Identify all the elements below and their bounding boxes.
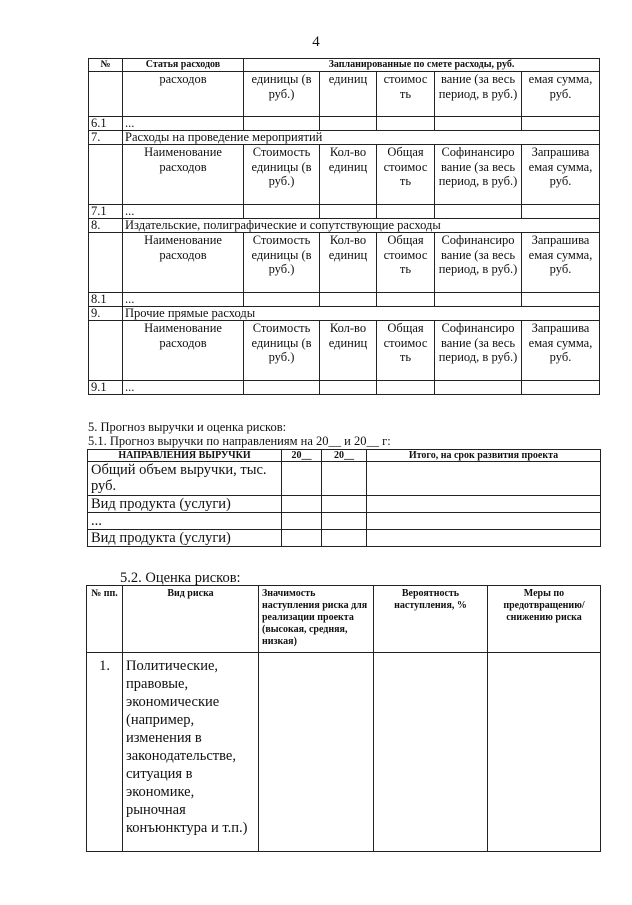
budget-subheader [89, 145, 600, 205]
table-row [89, 381, 600, 395]
section-title: Расходы на проведение мероприятий [123, 131, 600, 145]
cell: Кол-во единиц [320, 233, 377, 293]
cell: вание (за весь период, в руб.) [435, 72, 522, 117]
cell: емая сумма, руб. [522, 72, 600, 117]
cell: Общая стоимос ть [377, 233, 435, 293]
cell: Кол-во единиц [320, 145, 377, 205]
col-directions: НАПРАВЛЕНИЯ ВЫРУЧКИ [88, 450, 282, 462]
revenue-table [87, 449, 601, 547]
row-text: ... [123, 205, 244, 219]
cell: Наименование расходов [123, 233, 244, 293]
table-row [89, 293, 600, 307]
cell: Кол-во единиц [320, 321, 377, 381]
cell: Стоимость единицы (в руб.) [244, 233, 320, 293]
cell: Стоимость единицы (в руб.) [244, 321, 320, 381]
col-number: № пп. [87, 586, 123, 653]
row-number: 9.1 [89, 381, 123, 395]
cell: Софинансиро вание (за весь период, в руб.) [435, 233, 522, 293]
row-label: Вид продукта (услуги) [88, 530, 282, 547]
budget-subheader-continued [89, 72, 600, 117]
revenue-header-row [88, 450, 601, 462]
section-5-title: 5. Прогноз выручки и оценка рисков: [88, 420, 287, 434]
row-label: ... [88, 513, 282, 530]
risks-table [86, 585, 601, 852]
budget-subheader [89, 321, 600, 381]
cell: Наименование расходов [123, 321, 244, 381]
table-row [89, 131, 600, 145]
row-number: 8. [89, 219, 123, 233]
section-title: Издательские, полиграфические и сопутствующие расходы [123, 219, 600, 233]
row-text: ... [123, 381, 244, 395]
cell: Наименование расходов [123, 145, 244, 205]
col-significance: Значимость наступления риска для реализации проекта (высокая, средняя, низкая) [259, 586, 374, 653]
section-5-1-title: 5.1. Прогноз выручки по направлениям на 20__ и 20__ г: [88, 434, 391, 448]
cell: Общая стоимос ть [377, 321, 435, 381]
table-row [88, 530, 601, 547]
budget-header-row [89, 59, 600, 72]
risk-description: Политические, правовые, экономические (например, изменения в законодательстве, ситуация в экономике, рыночная конъюнктура и т.п.) [123, 653, 259, 852]
cell: расходов [123, 72, 244, 117]
row-label: Вид продукта (услуги) [88, 496, 282, 513]
col-number: № [89, 59, 123, 72]
table-row [87, 653, 601, 852]
risks-header-row [87, 586, 601, 653]
row-number: 7. [89, 131, 123, 145]
table-row [88, 462, 601, 496]
cell: Общая стоимос ть [377, 145, 435, 205]
table-row [89, 307, 600, 321]
col-probability: Вероятность наступления, % [374, 586, 488, 653]
cell: Софинансиро вание (за весь период, в руб.) [435, 321, 522, 381]
row-text: ... [123, 117, 244, 131]
table-row [88, 513, 601, 530]
cell: Софинансиро вание (за весь период, в руб.) [435, 145, 522, 205]
cell: Запрашива емая сумма, руб. [522, 233, 600, 293]
table-row [88, 496, 601, 513]
cell: Запрашива емая сумма, руб. [522, 321, 600, 381]
col-year-1: 20__ [282, 450, 322, 462]
col-measures: Меры по предотвращению/ снижению риска [488, 586, 601, 653]
row-number: 8.1 [89, 293, 123, 307]
budget-table [88, 58, 600, 395]
row-number: 9. [89, 307, 123, 321]
row-number: 6.1 [89, 117, 123, 131]
budget-subheader [89, 233, 600, 293]
row-number: 1. [87, 653, 123, 852]
row-number: 7.1 [89, 205, 123, 219]
col-year-2: 20__ [322, 450, 367, 462]
col-planned: Запланированные по смете расходы, руб. [244, 59, 600, 72]
row-text: ... [123, 293, 244, 307]
table-row [89, 117, 600, 131]
table-row [89, 219, 600, 233]
cell: единицы (в руб.) [244, 72, 320, 117]
cell: стоимос ть [377, 72, 435, 117]
table-row [89, 205, 600, 219]
col-risk-type: Вид риска [123, 586, 259, 653]
cell: единиц [320, 72, 377, 117]
section-5-2-title: 5.2. Оценка рисков: [120, 570, 241, 586]
cell: Стоимость единицы (в руб.) [244, 145, 320, 205]
cell: Запрашива емая сумма, руб. [522, 145, 600, 205]
section-title: Прочие прямые расходы [123, 307, 600, 321]
row-label: Общий объем выручки, тыс. руб. [88, 462, 282, 496]
col-total: Итого, на срок развития проекта [367, 450, 601, 462]
col-expense-item: Статья расходов [123, 59, 244, 72]
page-number: 4 [312, 34, 320, 50]
